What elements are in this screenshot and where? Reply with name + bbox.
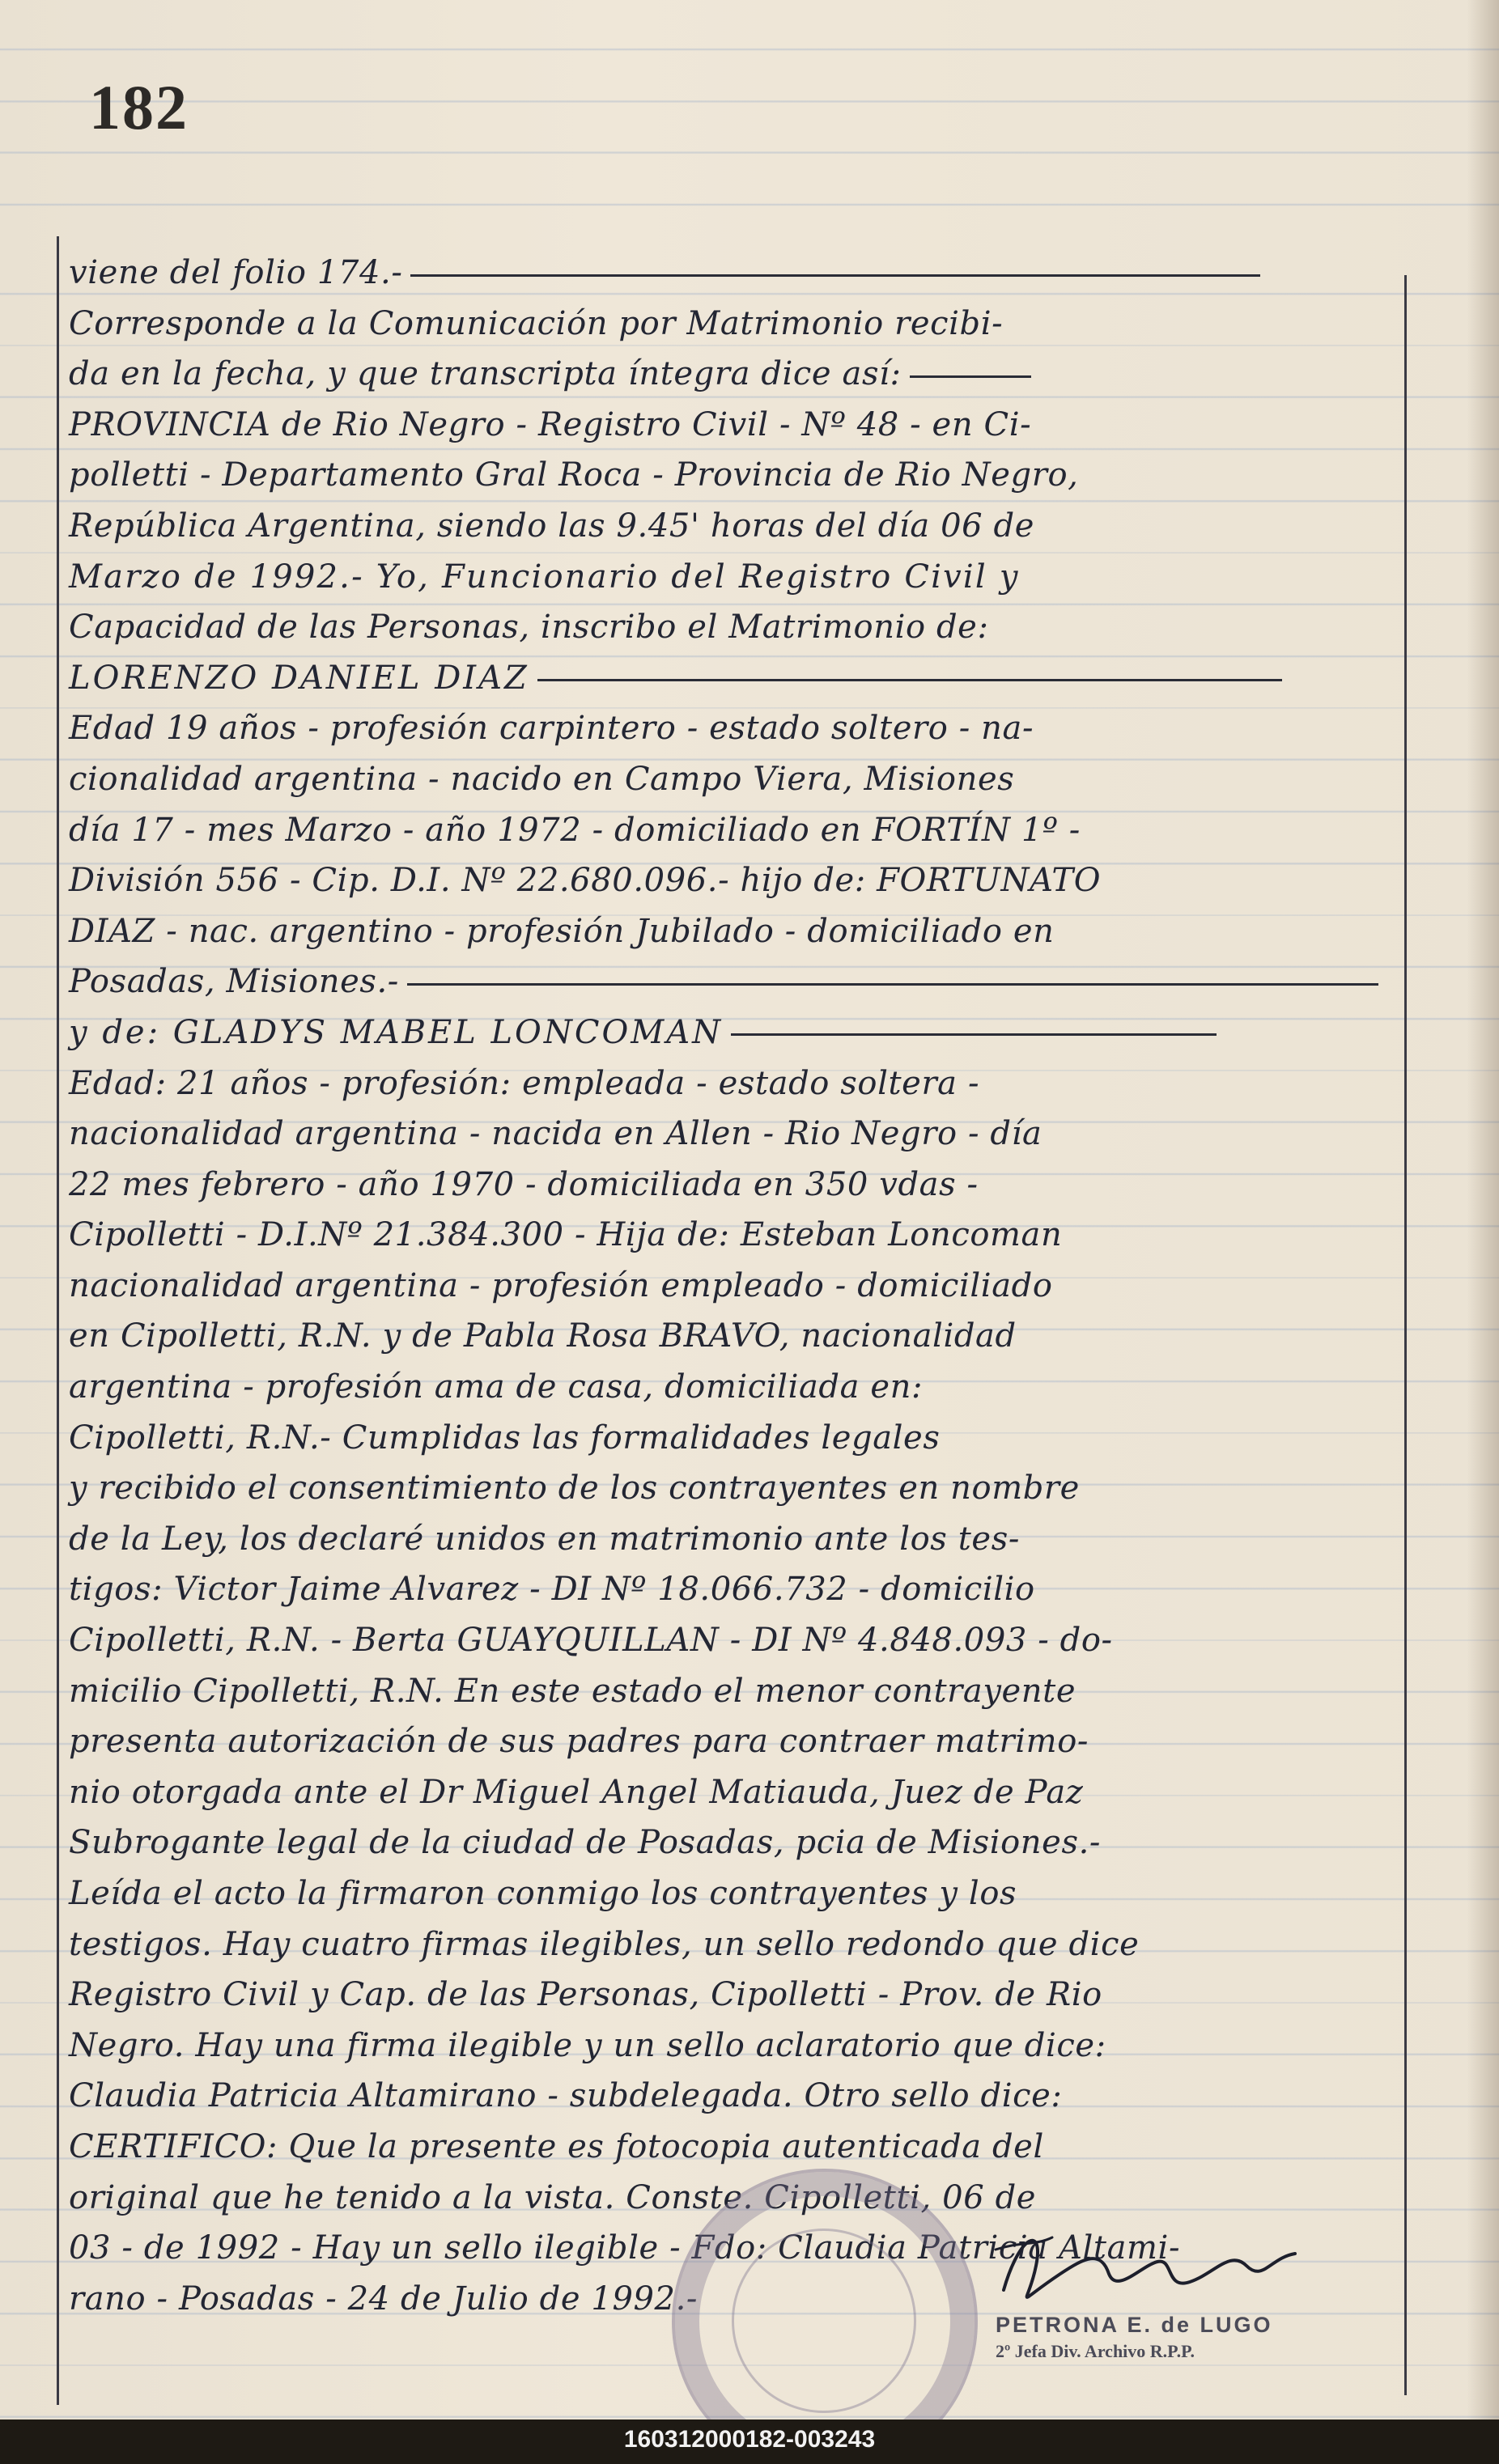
text-line: micilio Cipolletti, R.N. En este estado el menor contrayente [69,1672,1076,1710]
spouse-name-line: LORENZO DANIEL DIAZ [69,653,1404,704]
footer-bar [0,2419,1499,2464]
text-line: cionalidad argentina - nacido en Campo Viera, Misiones [69,760,1015,798]
handwritten-signature [987,2217,1327,2314]
text-line: día 17 - mes Marzo - año 1972 - domiciliado en FORTÍN 1º - [69,811,1081,849]
text-line: argentina - profesión ama de casa, domiciliada en: [69,1368,924,1406]
binding-shadow [1467,0,1499,2419]
right-margin-line [1404,275,1407,2395]
text-line: polletti - Departamento Gral Roca - Provincia de Rio Negro, [69,456,1079,494]
text-line: da en la fecha, y que transcripta íntegra dice así: [69,349,1404,400]
text-line: viene del folio 174.- [69,248,1404,299]
text-line: Capacidad de las Personas, inscribo el Matrimonio de: [69,609,989,647]
text-line: original que he tenido a la vista. Conste. Cipolletti, 06 de [69,2178,1037,2216]
text-line: y recibido el consentimiento de los contrayentes en nombre [69,1469,1080,1508]
text-line: Cipolletti, R.N.- Cumplidas las formalidades legales [69,1419,941,1457]
text-line: DIAZ - nac. argentino - profesión Jubilado - domiciliado en [69,912,1055,950]
text-line: Corresponde a la Comunicación por Matrimonio recibi- [69,304,1004,342]
text-line: PROVINCIA de Rio Negro - Registro Civil - Nº 48 - en Ci- [69,405,1032,443]
spouse-name-line: y de: GLADYS MABEL LONCOMAN [69,1007,1404,1058]
text-line: presenta autorización de sus padres para contraer matrimo- [69,1723,1089,1761]
seal-inner-ring [732,2229,916,2413]
handwritten-entry [69,248,1404,2324]
text-line: República Argentina, siendo las 9.45' horas del día 06 de [69,507,1034,545]
text-line: Claudia Patricia Altamirano - subdelegada. Otro sello dice: [69,2077,1063,2115]
document-code: 160312000182-003243 [623,2426,876,2453]
text-line: testigos. Hay cuatro firmas ilegibles, un sello redondo que dice [69,1925,1140,1963]
text-line: Posadas, Misiones.- [69,956,1404,1007]
text-line: Edad: 21 años - profesión: empleada - estado soltera - [69,1064,980,1102]
text-line: Edad 19 años - profesión carpintero - estado soltero - na- [69,710,1034,748]
text-line: tigos: Victor Jaime Alvarez - DI Nº 18.066.732 - domicilio [69,1571,1035,1609]
text-line: Leída el acto la firmaron conmigo los contrayentes y los [69,1875,1017,1912]
text-line: nacionalidad argentina - profesión empleado - domiciliado [69,1266,1053,1304]
text-line: Registro Civil y Cap. de las Personas, Cipolletti - Prov. de Rio [69,1976,1102,2014]
signer-title: 2º Jefa Div. Archivo R.P.P. [996,2341,1195,2361]
text-line: Negro. Hay una firma ilegible y un sello aclaratorio que dice: [69,2026,1106,2064]
folio-number: 182 [89,72,189,142]
text-line: 22 mes febrero - año 1970 - domiciliada en 350 vdas - [69,1165,979,1203]
signer-name: PETRONA E. de LUGO [996,2313,1273,2337]
text-line: CERTIFICO: Que la presente es fotocopia autenticada del [69,2127,1044,2165]
text-line: rano - Posadas - 24 de Julio de 1992.- [69,2280,699,2318]
text-line: Cipolletti - D.I.Nº 21.384.300 - Hija de: Esteban Loncoman [69,1216,1063,1254]
text-line: 03 - de 1992 - Hay un sello ilegible - Fdo: Claudia Patricia Altami- [69,2229,1181,2267]
text-line: División 556 - Cip. D.I. Nº 22.680.096.- hijo de: FORTUNATO [69,862,1102,900]
text-line: nacionalidad argentina - nacida en Allen - Rio Negro - día [69,1115,1043,1153]
text-line: nio otorgada ante el Dr Miguel Angel Matiauda, Juez de Paz [69,1773,1084,1811]
text-line: Subrogante legal de la ciudad de Posadas, pcia de Misiones.- [69,1824,1102,1862]
left-margin-line [57,236,59,2405]
text-line: de la Ley, los declaré unidos en matrimonio ante los tes- [69,1520,1020,1558]
signer-stamp [996,2313,1336,2362]
text-line: Cipolletti, R.N. - Berta GUAYQUILLAN - DI Nº 4.848.093 - do- [69,1622,1113,1660]
text-line: Marzo de 1992.- Yo, Funcionario del Registro Civil y [69,558,1020,596]
text-line: en Cipolletti, R.N. y de Pabla Rosa BRAVO, nacionalidad [69,1317,1017,1355]
